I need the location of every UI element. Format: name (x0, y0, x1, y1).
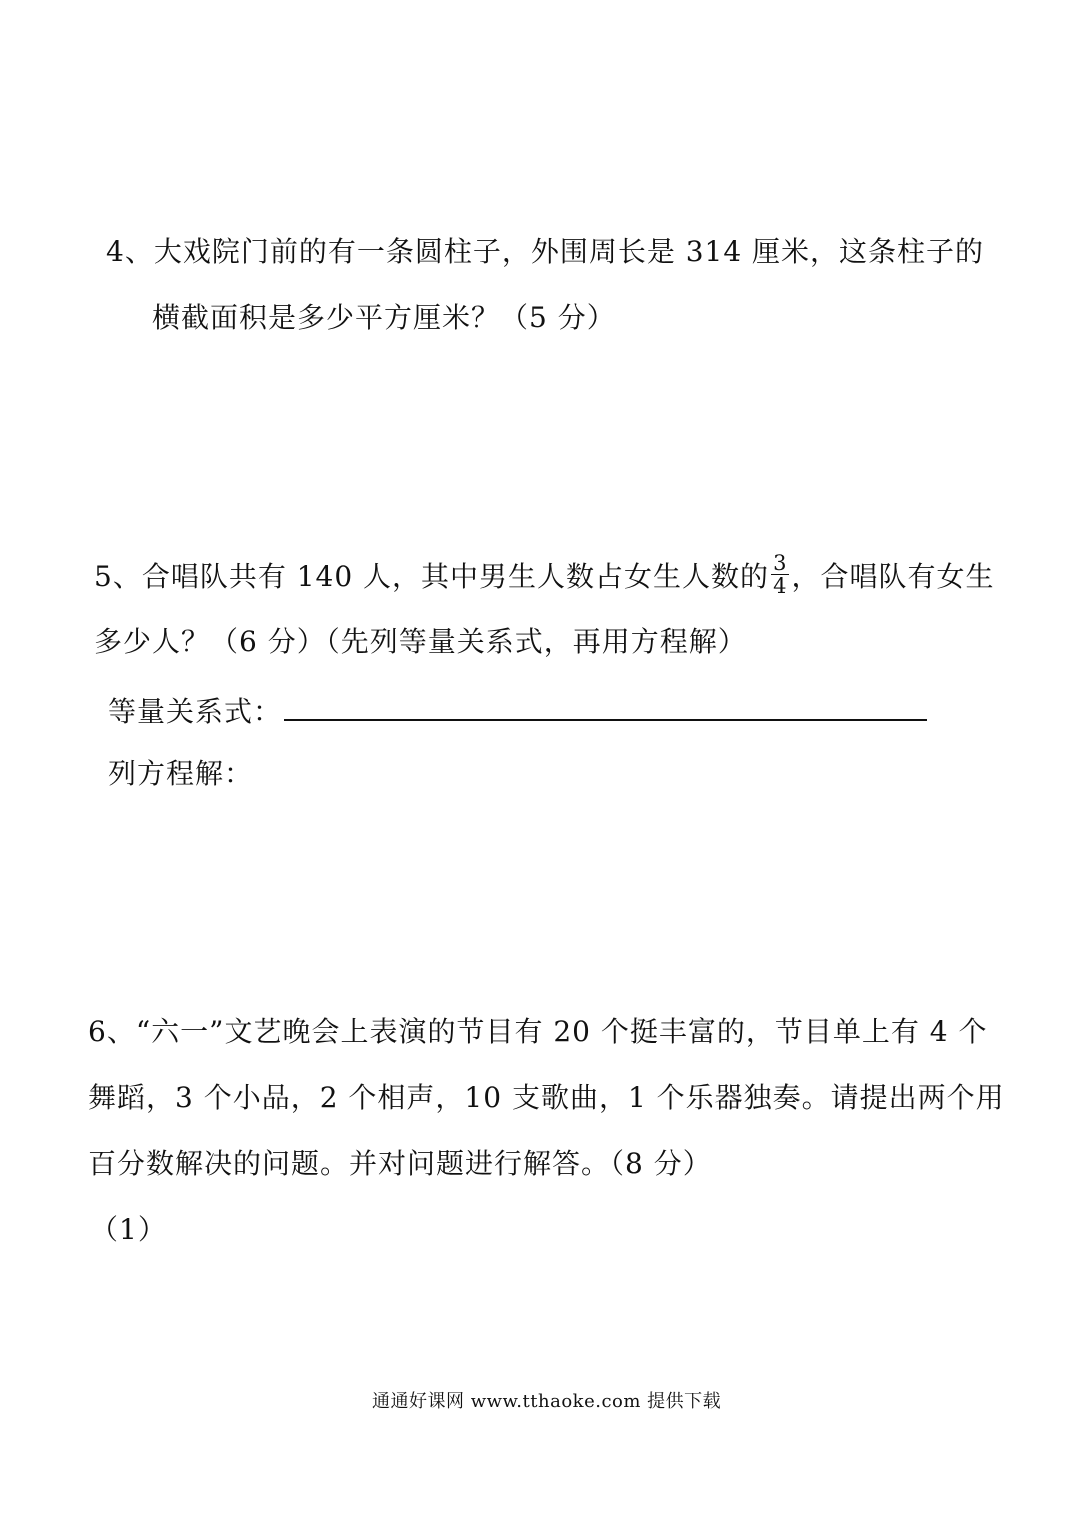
question-4-line-1: 4、大戏院门前的有一条圆柱子，外围周长是 314 厘米，这条柱子的 (106, 235, 985, 268)
fraction-denominator: 4 (773, 574, 788, 598)
relation-label: 等量关系式： (108, 695, 283, 728)
question-6-line-2: 舞蹈，3 个小品，2 个相声，10 支歌曲，1 个乐器独奏。请提出两个用 (88, 1081, 1005, 1114)
question-4-line-2: 横截面积是多少平方厘米？（5 分） (152, 301, 616, 334)
fraction-three-quarters (771, 552, 789, 597)
fraction-numerator: 3 (773, 551, 788, 575)
page-footer: 通通好课网 www.tthaoke.com 提供下载 (372, 1391, 722, 1412)
question-5-line-1 (94, 551, 995, 601)
question-5-line-2: 多少人？（6 分）（先列等量关系式，再用方程解） (94, 625, 747, 658)
question-5-text-after-fraction: ，合唱队有女生 (791, 560, 995, 593)
answer-blank-line[interactable] (284, 719, 927, 721)
question-6-line-3: 百分数解决的问题。并对问题进行解答。（8 分） (88, 1147, 712, 1180)
question-5-text-before-fraction: 5、合唱队共有 140 人，其中男生人数占女生人数的 (94, 560, 770, 593)
question-6-line-1: 6、“六一”文艺晚会上表演的节目有 20 个挺丰富的，节目单上有 4 个 (88, 1015, 988, 1048)
equation-label: 列方程解： (108, 757, 254, 790)
question-6-part-1-label: （1） (90, 1213, 167, 1246)
